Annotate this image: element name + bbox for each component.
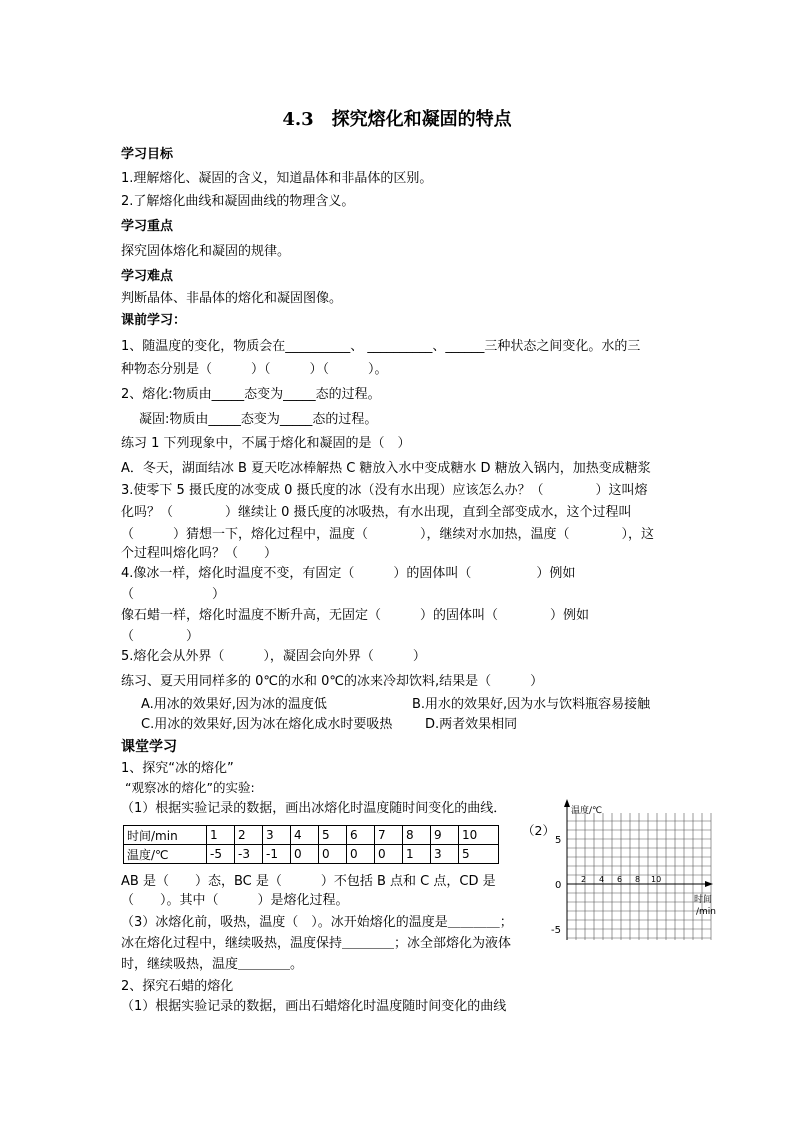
classroom-heading: 课堂学习	[121, 739, 177, 755]
goal-1: 1.理解熔化、凝固的含义，知道晶体和非晶体的区别。	[121, 171, 433, 186]
table-cell: 3	[263, 826, 291, 845]
classroom-item-2-step-1: （1）根据实验记录的数据，画出石蜡熔化时温度随时间变化的曲线	[121, 999, 507, 1014]
table-cell: -3	[235, 845, 263, 864]
table-temp-header: 温度/℃	[124, 845, 207, 864]
question-1-line-1: 1、随温度的变化，物质会在__________、 __________、______三种状态之间变化。水的三	[121, 339, 641, 354]
question-3-line-1: 3.使零下 5 摄氏度的冰变成 0 摄氏度的冰（没有水出现）应该怎么办？（ ）这叫熔	[121, 483, 648, 498]
exercise-2-option-a: A.用冰的效果好,因为冰的温度低	[141, 697, 327, 712]
table-cell: 0	[291, 845, 319, 864]
table-row	[124, 845, 499, 864]
table-cell: 10	[459, 826, 499, 845]
table-cell: 0	[375, 845, 403, 864]
question-1-line-2: 种物态分别是（ ）（ ）（ ）。	[121, 362, 388, 377]
table-row	[124, 826, 499, 845]
goals-heading: 学习目标	[121, 147, 174, 162]
table-cell: 0	[347, 845, 375, 864]
step-3-line-3: 时，继续吸热，温度＿＿＿＿。	[121, 957, 304, 972]
focus-text: 探究固体熔化和凝固的规律。	[121, 244, 291, 259]
x-tick-label: 8	[635, 875, 641, 884]
exercise-2-option-b: B.用水的效果好,因为水与饮料瓶容易接触	[412, 697, 651, 712]
table-cell: 2	[235, 826, 263, 845]
classroom-step-2-label: （2）	[522, 823, 555, 838]
page-title: 4.3 探究熔化和凝固的特点	[282, 109, 512, 130]
x-tick-label: 2	[581, 875, 587, 884]
question-4-line-3: 像石蜡一样，熔化时温度不断升高，无固定（ ）的固体叫（ ）例如	[121, 608, 590, 623]
exercise-2-option-d: D.两者效果相同	[425, 717, 518, 732]
question-2-melting: 2、熔化:物质由_____态变为_____态的过程。	[121, 387, 381, 402]
table-cell: 9	[431, 826, 459, 845]
ab-question-line-2: （ ）。其中（ ）是熔化过程。	[121, 893, 349, 908]
table-cell: -1	[263, 845, 291, 864]
table-cell: -5	[207, 845, 235, 864]
question-3-line-3: （ ）猜想一下，熔化过程中，温度（ ），继续对水加热，温度（ ），这	[121, 527, 655, 542]
exercise-1: 练习 1 下列现象中，不属于熔化和凝固的是（ ）	[121, 436, 411, 451]
y-tick-label: 0	[555, 880, 562, 891]
y-axis-arrow-icon	[564, 799, 570, 807]
question-3-line-2: 化吗？（ ）继续让 0 摄氏度的冰吸热，有水出现，直到全部变成水，这个过程叫	[121, 505, 632, 520]
question-4-line-4: （ ）	[121, 629, 200, 644]
question-2-solidifying: 凝固:物质由_____态变为_____态的过程。	[139, 412, 378, 427]
temperature-time-grid	[545, 795, 725, 945]
table-cell: 8	[403, 826, 431, 845]
y-tick-label: -5	[551, 925, 561, 936]
table-cell: 5	[459, 845, 499, 864]
x-axis-unit: /min	[696, 907, 717, 917]
table-cell: 4	[291, 826, 319, 845]
x-tick-label: 6	[617, 875, 623, 884]
focus-heading: 学习重点	[121, 219, 174, 234]
question-3-line-4: 个过程叫熔化吗？（ ）	[121, 546, 278, 561]
table-cell: 6	[347, 826, 375, 845]
ab-question-line-1: AB 是（ ）态，BC 是（ ）不包括 B 点和 C 点，CD 是	[121, 874, 496, 889]
classroom-step-1: （1）根据实验记录的数据，画出冰熔化时温度随时间变化的曲线．	[121, 801, 507, 816]
table-cell: 1	[207, 826, 235, 845]
x-tick-label: 4	[599, 875, 605, 884]
table-cell: 5	[319, 826, 347, 845]
y-axis-label: 温度/℃	[571, 806, 603, 816]
question-5: 5.熔化会从外界（ ），凝固会向外界（ ）	[121, 649, 426, 664]
difficulty-text: 判断晶体、非晶体的熔化和凝固图像。	[121, 291, 343, 306]
classroom-item-1: 1、探究“冰的熔化”	[121, 761, 234, 776]
pre-study-heading: 课前学习：	[121, 313, 187, 328]
table-cell: 7	[375, 826, 403, 845]
exercise-2-option-c: C.用冰的效果好,因为冰在熔化成水时要吸热	[141, 717, 393, 732]
classroom-item-2: 2、探究石蜡的熔化	[121, 979, 234, 994]
goal-2: 2.了解熔化曲线和凝固曲线的物理含义。	[121, 194, 355, 209]
x-axis-label: 时间	[694, 895, 713, 905]
exercise-1-options: A．冬天，湖面结冰 B 夏天吃冰棒解热 C 糖放入水中变成糖水 D 糖放入锅内，加热变成糖浆	[121, 461, 651, 476]
question-4-line-1: 4.像冰一样，熔化时温度不变，有固定（ ）的固体叫（ ）例如	[121, 566, 576, 581]
exercise-2: 练习、夏天用同样多的 0℃的水和 0℃的冰来冷却饮料,结果是（ ）	[121, 674, 544, 689]
difficulty-heading: 学习难点	[121, 269, 174, 284]
table-cell: 0	[319, 845, 347, 864]
table-time-header: 时间/min	[124, 826, 207, 845]
y-tick-label: 5	[555, 835, 562, 846]
ice-melting-table	[123, 825, 499, 864]
table-cell: 3	[431, 845, 459, 864]
x-tick-label: 10	[651, 875, 662, 884]
table-cell: 1	[403, 845, 431, 864]
step-3-line-2: 冰在熔化过程中，继续吸热，温度保持＿＿＿＿；冰全部熔化为液体	[121, 936, 512, 951]
step-3-line-1: （3）冰熔化前，吸热，温度（ ）。冰开始熔化的温度是＿＿＿＿；	[121, 915, 513, 930]
classroom-item-1-sub: “观察冰的熔化”的实验:	[125, 780, 255, 795]
question-4-line-2: （ ）	[121, 587, 226, 602]
x-axis-arrow-icon	[705, 881, 713, 887]
